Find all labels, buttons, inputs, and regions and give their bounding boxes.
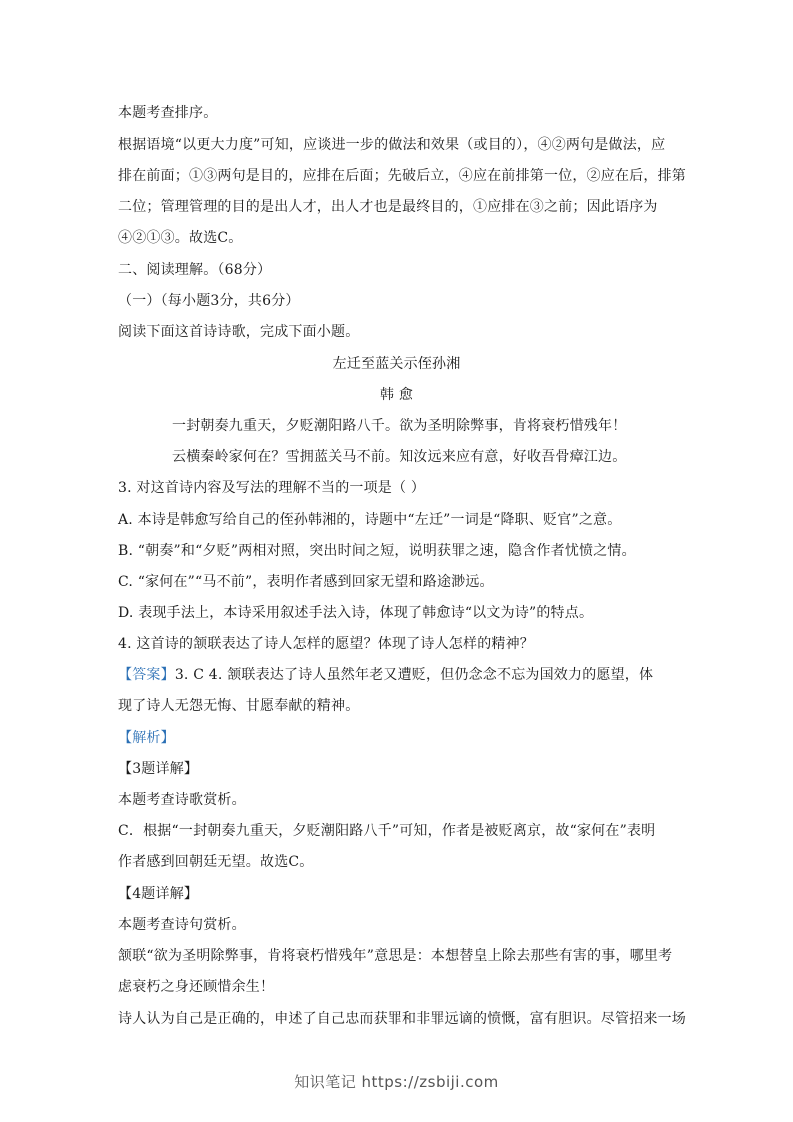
poem-author: 韩 愈: [379, 387, 414, 403]
section-heading: 二、阅读理解。（68分）: [118, 262, 272, 278]
answer-text: 3. C 4. 颔联表达了诗人虽然年老又遭贬，但仍念念不忘为国效力的愿望，体: [174, 667, 654, 683]
analysis-text: 诗人认为自己是正确的，申述了自己忠而获罪和非罪远谪的愤慨，富有胆识。尽管招来一场: [118, 1011, 686, 1027]
paragraph-line: 二位；管理管理的目的是出人才，出人才也是最终目的，①应排在③之前；因此语序为: [118, 199, 658, 215]
paragraph-line: 排在前面；①③两句是目的，应排在后面；先破后立，④应在前排第一位，②应在后，排第: [118, 168, 686, 184]
option-c: C. “家何在”“马不前”，表明作者感到回家无望和路途渺远。: [118, 574, 494, 590]
question-3: 3. 对这首诗内容及写法的理解不当的一项是（ ）: [118, 480, 426, 496]
question-4: 4. 这首诗的颔联表达了诗人怎样的愿望？体现了诗人怎样的精神？: [118, 636, 535, 652]
q3-detail-heading: 【3题详解】: [118, 761, 199, 777]
analysis-text: 本题考查诗句赏析。: [118, 917, 246, 933]
option-b: B. “朝奏”和“夕贬”两相对照，突出时间之短，说明获罪之速，隐含作者忧愤之情。: [118, 543, 636, 559]
answer-line-2: 现了诗人无怨无悔、甘愿奉献的精神。: [118, 698, 360, 714]
q4-detail-heading: 【4题详解】: [118, 886, 199, 902]
option-d: D. 表现手法上，本诗采用叙述手法入诗，体现了韩愈诗“以文为诗”的特点。: [118, 605, 594, 621]
subsection-heading: （一）（每小题3分，共6分）: [118, 293, 300, 309]
analysis-tag: 【解析】: [118, 730, 175, 746]
option-a: A. 本诗是韩愈写给自己的侄孙韩湘的，诗题中“左迁”一词是“降职、贬官”之意。: [118, 512, 622, 528]
paragraph-line: ④②①③。故选C。: [118, 230, 243, 246]
paragraph-line: 根据语境“以更大力度”可知，应谈进一步的做法和效果（或目的），④②两句是做法，应: [118, 137, 666, 153]
poem-line: 一封朝奏九重天，夕贬潮阳路八千。欲为圣明除弊事，肯将衰朽惜残年！: [172, 418, 627, 434]
analysis-text: C．根据“一封朝奏九重天，夕贬潮阳路八千”可知，作者是被贬离京，故“家何在”表明: [118, 823, 656, 839]
answer-tag: 【答案】: [118, 667, 175, 683]
analysis-text: 本题考查诗歌赏析。: [118, 792, 246, 808]
footer-watermark: 知识笔记 https://zsbiji.com: [294, 1073, 499, 1091]
answer-line: [118, 666, 653, 684]
analysis-text: 颔联“欲为圣明除弊事，肯将衰朽惜残年”意思是：本想替皇上除去那些有害的事，哪里考: [118, 948, 673, 964]
analysis-text: 虑衰朽之身还顾惜余生！: [118, 979, 275, 995]
poem-title: 左迁至蓝关示侄孙湘: [332, 356, 461, 372]
poem-line: 云横秦岭家何在？雪拥蓝关马不前。知汝远来应有意，好收吾骨瘴江边。: [172, 449, 627, 465]
instruction-text: 阅读下面这首诗诗歌，完成下面小题。: [118, 324, 360, 340]
paragraph-line: 本题考查排序。: [118, 105, 218, 121]
analysis-text: 作者感到回朝廷无望。故选C。: [118, 854, 314, 870]
